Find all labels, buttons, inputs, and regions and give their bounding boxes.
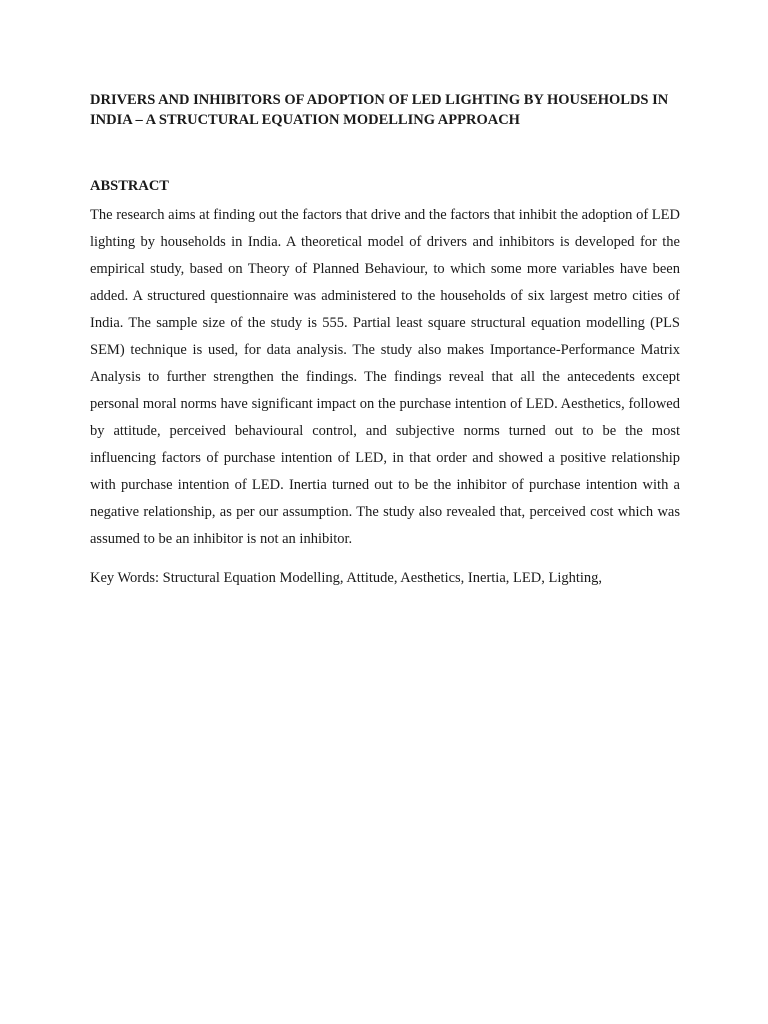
document-page [90,90,680,588]
abstract-heading: ABSTRACT [90,178,169,194]
paper-title: DRIVERS AND INHIBITORS OF ADOPTION OF LED LIGHTING BY HOUSEHOLDS IN INDIA – A STRUCTURAL EQUATION MODELLING APPROACH [90,92,669,128]
keywords-line: Key Words: Structural Equation Modelling, Attitude, Aesthetics, Inertia, LED, Lighting, [90,570,603,586]
abstract-paragraph: The research aims at finding out the factors that drive and the factors that inhibit the adoption of LED lighting by households in India. A theoretical model of drivers and inhibitors is developed for the empirical study, based on Theory of Planned Behaviour, to which some more variables have been added. A structured questionnaire was administered to the households of six largest metro cities of India. The sample size of the study is 555. Partial least square structural equation modelling (PLS SEM) technique is used, for data analysis. The study also makes Importance-Performance Matrix Analysis to further strengthen the findings. The findings reveal that all the antecedents except personal moral norms have significant impact on the purchase intention of LED. Aesthetics, followed by attitude, perceived behavioural control, and subjective norms turned out to be the most influencing factors of purchase intention of LED, in that order and showed a positive relationship with purchase intention of LED. Inertia turned out to be the inhibitor of purchase intention with a negative relationship, as per our assumption. The study also revealed that, perceived cost which was assumed to be an inhibitor is not an inhibitor. [90,207,680,547]
